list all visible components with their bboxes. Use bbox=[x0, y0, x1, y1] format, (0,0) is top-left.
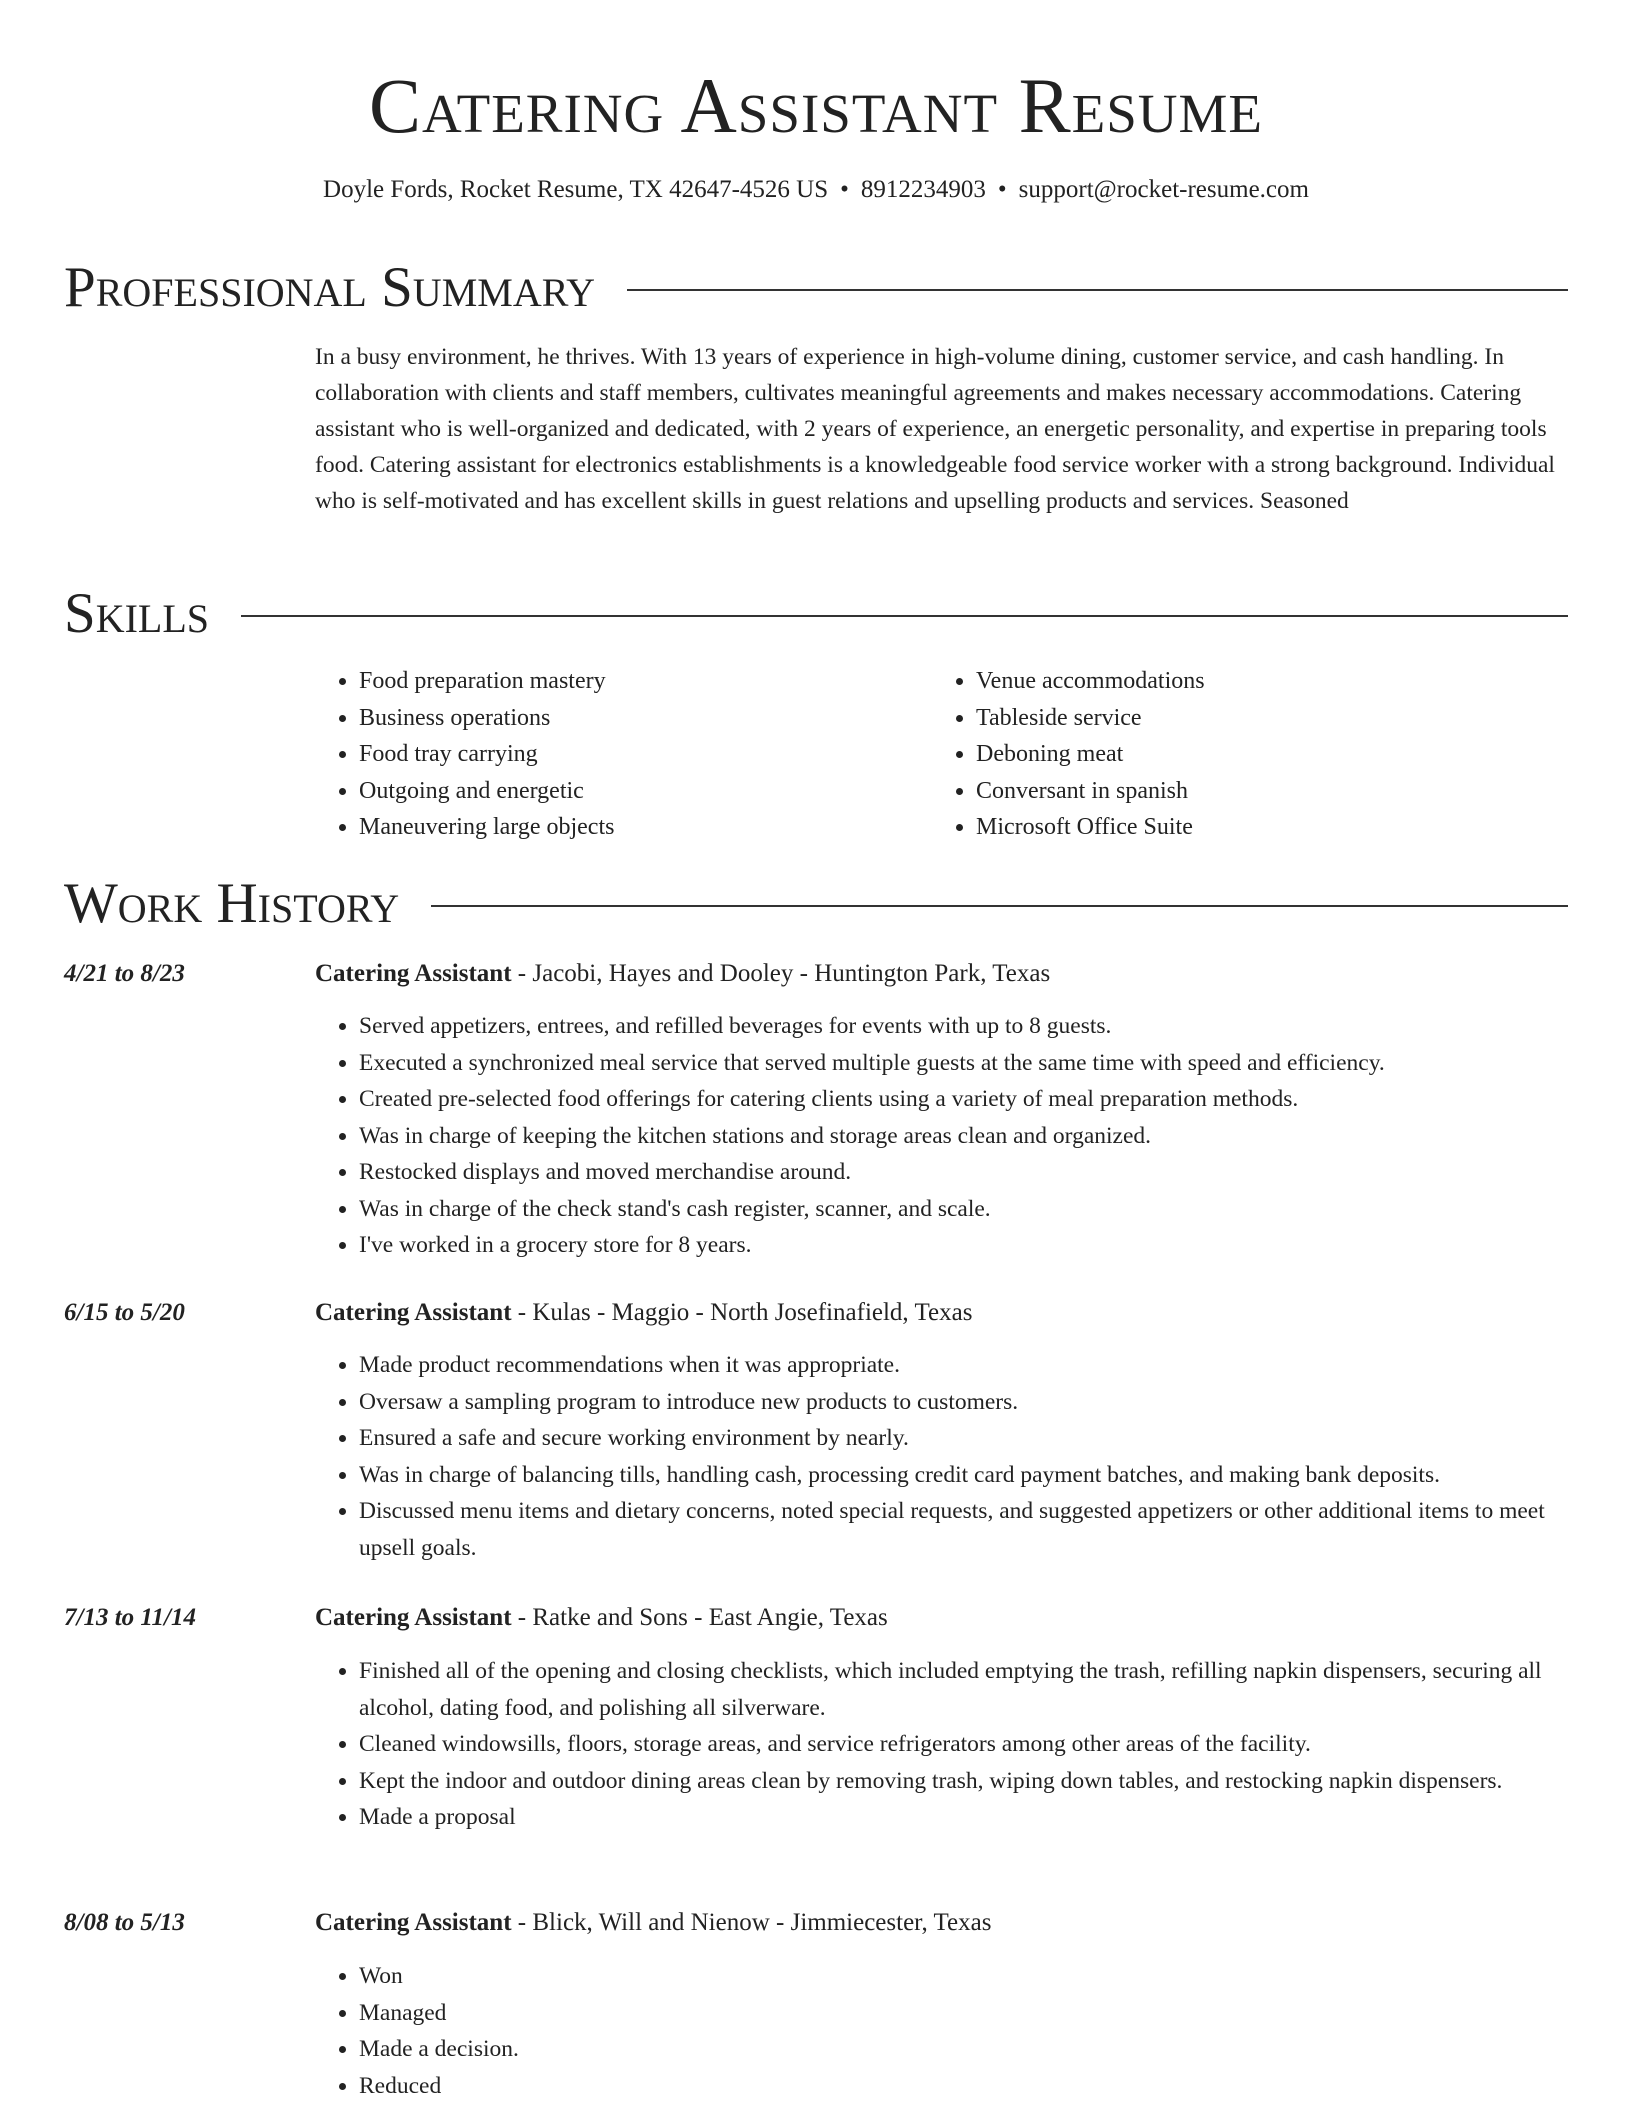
skill-item: • Maneuvering large objects bbox=[359, 809, 932, 846]
job-dates: 6/15 to 5/20 bbox=[64, 1299, 185, 1326]
contact-separator: • bbox=[840, 176, 849, 203]
job-employer-location: - Jacobi, Hayes and Dooley - Huntington Park, Texas bbox=[511, 960, 1051, 987]
job-bullet: • Was in charge of the check stand's cash register, scanner, and scale. bbox=[359, 1191, 1568, 1228]
job-bullet: • Was in charge of balancing tills, handling cash, processing credit card payment batches, and making bank deposits. bbox=[359, 1457, 1568, 1494]
skill-item: • Business operations bbox=[359, 700, 932, 737]
resume-title: Catering Assistant Resume bbox=[368, 62, 1264, 149]
job-header bbox=[315, 1905, 991, 1941]
job-bullet: • Was in charge of keeping the kitchen stations and storage areas clean and organized. bbox=[359, 1118, 1568, 1155]
job-bullet: • Kept the indoor and outdoor dining areas clean by removing trash, wiping down tables, and restocking napkin dispensers. bbox=[359, 1763, 1568, 1800]
job-bullet: • Served appetizers, entrees, and refilled beverages for events with up to 8 guests. bbox=[359, 1008, 1568, 1045]
job-bullet: • I've worked in a grocery store for 8 years. bbox=[359, 1227, 1568, 1264]
job-dates: 7/13 to 11/14 bbox=[64, 1604, 196, 1631]
job-bullet: • Oversaw a sampling program to introduce new products to customers. bbox=[359, 1384, 1568, 1421]
work-section-header bbox=[64, 872, 1568, 936]
contact-separator: • bbox=[997, 176, 1007, 203]
job-header bbox=[315, 956, 1050, 992]
job-title: Catering Assistant bbox=[315, 1604, 512, 1631]
job-bullet: • Made a proposal bbox=[359, 1799, 1568, 1836]
skills-column-left bbox=[315, 663, 932, 846]
job-bullet: • Ensured a safe and secure working environment by nearly. bbox=[359, 1420, 1568, 1457]
job-bullet: • Managed bbox=[359, 1995, 1568, 2032]
work-heading: Work History bbox=[64, 872, 400, 935]
summary-text: In a busy environment, he thrives. With 13 years of experience in high-volume dining, customer service, and cash handling. In collaboration with clients and staff members, cultivates meaningful agreements and makes necessary accommodations. Catering assistant who is well-organized and dedicated, with 2 years of experience, an energetic personality, and expertise in preparing tools food. Catering assistant for electronics establishments is a knowledgeable food service worker with a strong background. Individual who is self-motivated and has excellent skills in guest relations and upselling products and services. Seasoned bbox=[315, 344, 1555, 514]
job-dates: 8/08 to 5/13 bbox=[64, 1909, 185, 1936]
job-employer-location: - Ratke and Sons - East Angie, Texas bbox=[511, 1604, 888, 1631]
job-bullet: • Reduced bbox=[359, 2068, 1568, 2105]
skill-item: • Tableside service bbox=[976, 700, 1549, 737]
skill-item: • Venue accommodations bbox=[976, 663, 1549, 700]
skills-section-header bbox=[64, 582, 1568, 646]
contact-address: Doyle Fords, Rocket Resume, TX 42647-4526 US bbox=[323, 176, 829, 203]
skill-item: • Food preparation mastery bbox=[359, 663, 932, 700]
section-divider bbox=[431, 905, 1568, 907]
job-title: Catering Assistant bbox=[315, 960, 512, 987]
contact-email: support@rocket-resume.com bbox=[1018, 176, 1309, 203]
section-divider bbox=[241, 615, 1568, 617]
job-bullet: • Cleaned windowsills, floors, storage areas, and service refrigerators among other areas of the facility. bbox=[359, 1726, 1568, 1763]
skill-item: • Deboning meat bbox=[976, 736, 1549, 773]
job-bullet: • Made a decision. bbox=[359, 2031, 1568, 2068]
job-title: Catering Assistant bbox=[315, 1909, 512, 1936]
job-bullet: • Won bbox=[359, 1958, 1568, 1995]
job-header bbox=[315, 1600, 888, 1636]
skill-item: • Microsoft Office Suite bbox=[976, 809, 1549, 846]
job-employer-location: - Blick, Will and Nienow - Jimmiecester, Texas bbox=[511, 1909, 992, 1936]
job-header bbox=[315, 1295, 972, 1331]
section-divider bbox=[627, 289, 1568, 291]
job-title: Catering Assistant bbox=[315, 1299, 512, 1326]
summary-section-header bbox=[64, 256, 1568, 320]
skills-heading: Skills bbox=[64, 582, 210, 645]
job-bullet: • Made product recommendations when it was appropriate. bbox=[359, 1347, 1568, 1384]
job-bullets bbox=[315, 1653, 1568, 1836]
skill-item: • Conversant in spanish bbox=[976, 773, 1549, 810]
job-bullet: • Created pre-selected food offerings for catering clients using a variety of meal preparation methods. bbox=[359, 1081, 1568, 1118]
job-bullets bbox=[315, 1347, 1568, 1566]
job-bullet: • Discussed menu items and dietary concerns, noted special requests, and suggested appetizers or other additional items to meet upsell goals. bbox=[359, 1493, 1568, 1566]
summary-heading: Professional Summary bbox=[64, 256, 596, 319]
job-bullets bbox=[315, 1008, 1568, 1264]
job-employer-location: - Kulas - Maggio - North Josefinafield, Texas bbox=[511, 1299, 973, 1326]
job-bullet: • Restocked displays and moved merchandise around. bbox=[359, 1154, 1568, 1191]
skills-list bbox=[315, 663, 1575, 846]
job-bullet: • Executed a synchronized meal service that served multiple guests at the same time with speed and efficiency. bbox=[359, 1045, 1568, 1082]
skill-item: • Outgoing and energetic bbox=[359, 773, 932, 810]
contact-line bbox=[0, 174, 1632, 206]
skill-item: • Food tray carrying bbox=[359, 736, 932, 773]
skills-column-right bbox=[932, 663, 1549, 846]
contact-phone: 8912234903 bbox=[860, 176, 986, 203]
job-dates: 4/21 to 8/23 bbox=[64, 960, 185, 987]
job-bullet: • Finished all of the opening and closing checklists, which included emptying the trash, refilling napkin dispensers, securing all alcohol, dating food, and polishing all silverware. bbox=[359, 1653, 1568, 1726]
job-bullets bbox=[315, 1958, 1568, 2104]
